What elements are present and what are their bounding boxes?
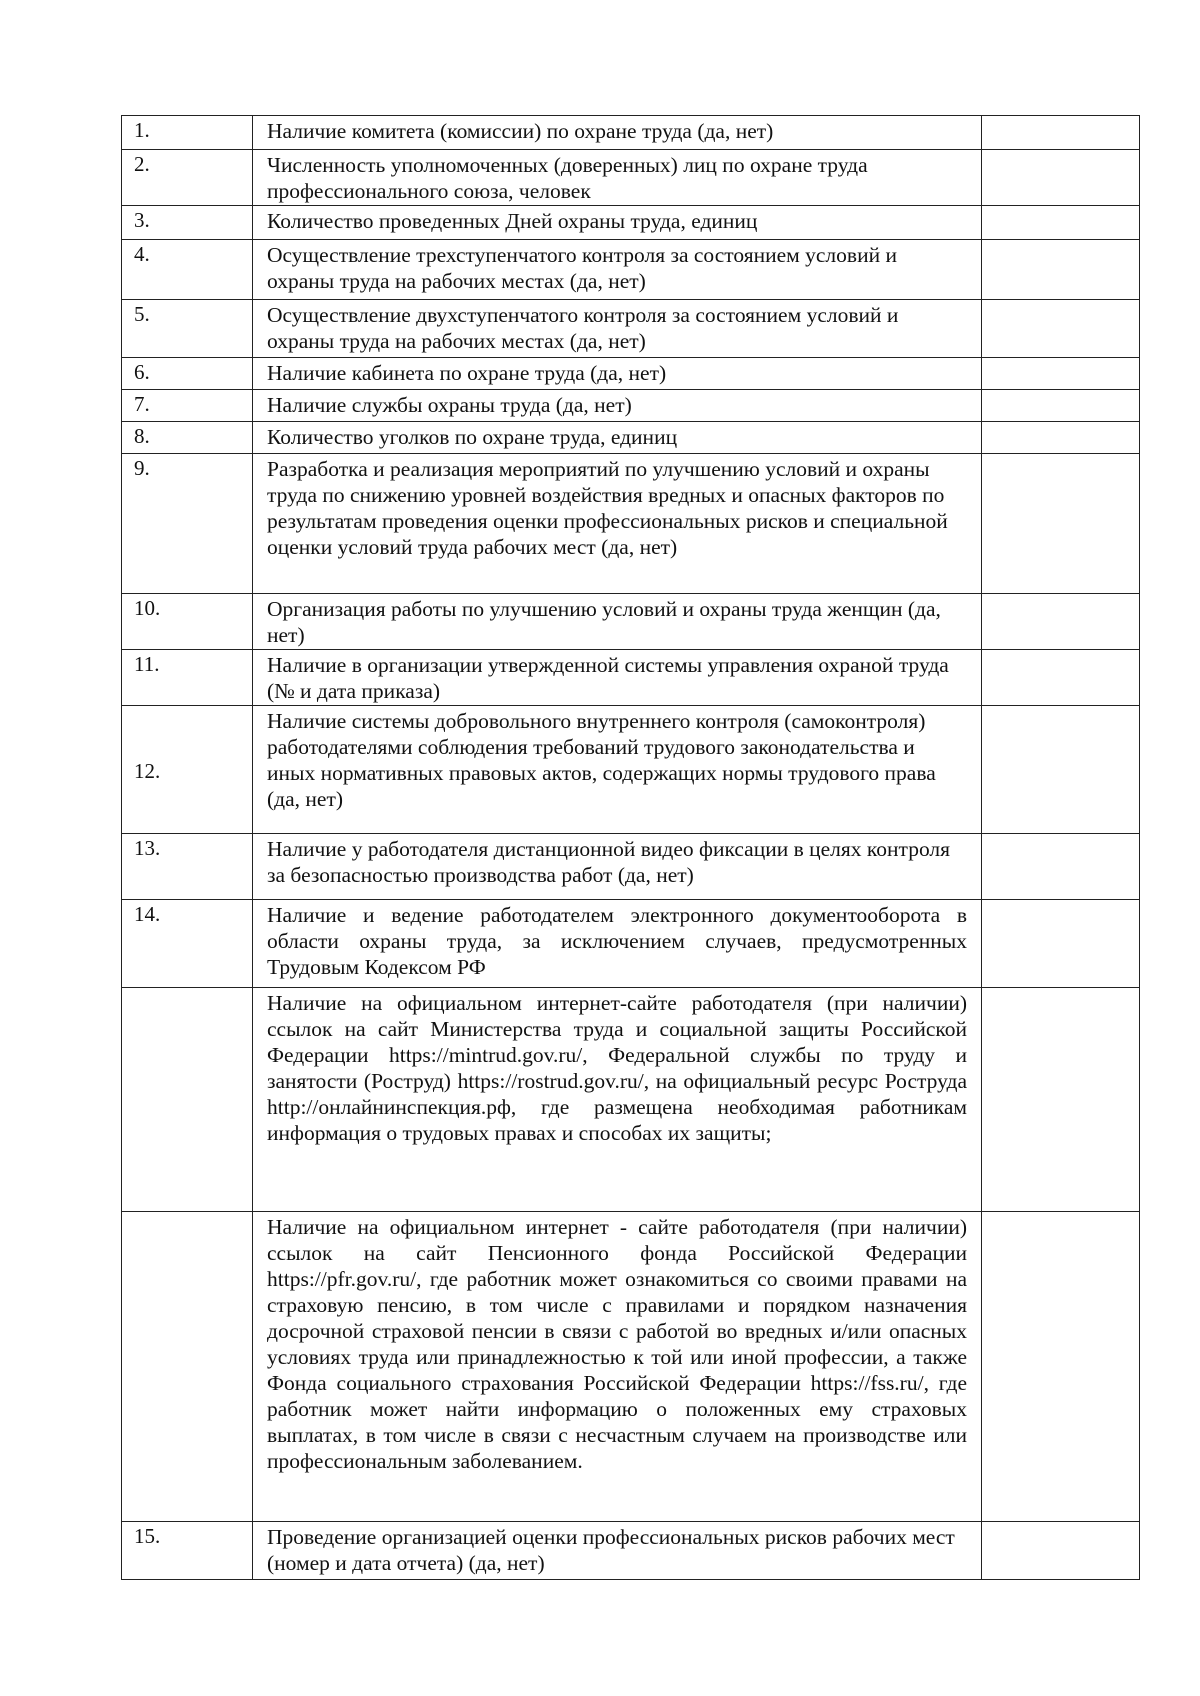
row-number: 5. xyxy=(122,300,253,358)
row-value-cell xyxy=(982,116,1140,150)
row-value-cell xyxy=(982,900,1140,988)
row-value-cell xyxy=(982,422,1140,454)
table-row xyxy=(122,1522,1140,1580)
table-row xyxy=(122,358,1140,390)
row-text: Проведение организацией оценки профессиональных рисков рабочих мест (номер и дата отчета) (да, нет) xyxy=(253,1522,982,1580)
row-number: 6. xyxy=(122,358,253,390)
table-row xyxy=(122,650,1140,706)
row-value-cell xyxy=(982,300,1140,358)
row-text: Наличие на официальном интернет - сайте работодателя (при наличии) ссылок на сайт Пенсионного фонда Российской Федерации https://pfr.gov.ru/, где работник может ознакомиться со своими правами на страховую пенсию, в том числе с правилами и порядком назначения досрочной страховой пенсии в связи с работой во вредных и/или опасных условиях труда или принадлежностью к той или иной профессии, а также Фонда социального страхования Российской Федерации https://fss.ru/, где работник может найти информацию о положенных ему страховых выплатах, в том числе в связи с несчастным случаем на производстве или профессиональным заболеванием. xyxy=(253,1212,982,1522)
row-number: 14. xyxy=(122,900,253,988)
table-row xyxy=(122,706,1140,834)
row-text: Наличие системы добровольного внутреннего контроля (самоконтроля) работодателями соблюдения требований трудового законодательства и иных нормативных правовых актов, содержащих нормы трудового права (да, нет) xyxy=(253,706,982,834)
row-value-cell xyxy=(982,206,1140,240)
row-value-cell xyxy=(982,1212,1140,1522)
table-row xyxy=(122,834,1140,900)
row-text: Осуществление двухступенчатого контроля за состоянием условий и охраны труда на рабочих местах (да, нет) xyxy=(253,300,982,358)
row-text: Наличие службы охраны труда (да, нет) xyxy=(253,390,982,422)
table-row xyxy=(122,988,1140,1212)
row-value-cell xyxy=(982,240,1140,300)
row-number xyxy=(122,1212,253,1522)
row-value-cell xyxy=(982,454,1140,594)
row-value-cell xyxy=(982,988,1140,1212)
occupational-safety-table-wrapper xyxy=(121,115,1096,1580)
row-number: 11. xyxy=(122,650,253,706)
row-value-cell xyxy=(982,834,1140,900)
table-row xyxy=(122,150,1140,206)
row-value-cell xyxy=(982,706,1140,834)
row-number: 7. xyxy=(122,390,253,422)
table-row xyxy=(122,390,1140,422)
table-row xyxy=(122,594,1140,650)
occupational-safety-table xyxy=(121,115,1140,1580)
row-value-cell xyxy=(982,594,1140,650)
row-text: Разработка и реализация мероприятий по улучшению условий и охраны труда по снижению уровней воздействия вредных и опасных факторов по результатам проведения оценки профессиональных рисков и специальной оценки условий труда рабочих мест (да, нет) xyxy=(253,454,982,594)
row-number: 9. xyxy=(122,454,253,594)
row-text: Осуществление трехступенчатого контроля за состоянием условий и охраны труда на рабочих местах (да, нет) xyxy=(253,240,982,300)
row-text: Наличие и ведение работодателем электронного документооборота в области охраны труда, за исключением случаев, предусмотренных Трудовым Кодексом РФ xyxy=(253,900,982,988)
row-number: 2. xyxy=(122,150,253,206)
row-text: Наличие у работодателя дистанционной видео фиксации в целях контроля за безопасностью производства работ (да, нет) xyxy=(253,834,982,900)
row-number: 12. xyxy=(122,706,253,834)
row-number: 13. xyxy=(122,834,253,900)
row-text: Наличие кабинета по охране труда (да, нет) xyxy=(253,358,982,390)
table-row xyxy=(122,300,1140,358)
row-value-cell xyxy=(982,358,1140,390)
row-value-cell xyxy=(982,1522,1140,1580)
table-row xyxy=(122,454,1140,594)
row-text: Наличие в организации утвержденной системы управления охраной труда (№ и дата приказа) xyxy=(253,650,982,706)
row-text: Количество проведенных Дней охраны труда, единиц xyxy=(253,206,982,240)
row-text: Наличие на официальном интернет-сайте работодателя (при наличии) ссылок на сайт Министерства труда и социальной защиты Российской Федерации https://mintrud.gov.ru/, Федеральной службы по труду и занятости (Роструд) https://rostrud.gov.ru/, на официальный ресурс Роструда http://онлайнинспекция.рф, где размещена необходимая работникам информация о трудовых правах и способах их защиты; xyxy=(253,988,982,1212)
table-row xyxy=(122,422,1140,454)
row-text: Количество уголков по охране труда, единиц xyxy=(253,422,982,454)
row-number: 15. xyxy=(122,1522,253,1580)
row-number xyxy=(122,988,253,1212)
table-row xyxy=(122,116,1140,150)
row-value-cell xyxy=(982,150,1140,206)
row-number: 8. xyxy=(122,422,253,454)
row-text: Наличие комитета (комиссии) по охране труда (да, нет) xyxy=(253,116,982,150)
table-row xyxy=(122,206,1140,240)
row-text: Организация работы по улучшению условий и охраны труда женщин (да, нет) xyxy=(253,594,982,650)
row-text: Численность уполномоченных (доверенных) лиц по охране труда профессионального союза, человек xyxy=(253,150,982,206)
row-value-cell xyxy=(982,390,1140,422)
table-row xyxy=(122,240,1140,300)
row-value-cell xyxy=(982,650,1140,706)
row-number: 3. xyxy=(122,206,253,240)
table-row xyxy=(122,900,1140,988)
row-number: 1. xyxy=(122,116,253,150)
row-number: 10. xyxy=(122,594,253,650)
table-row xyxy=(122,1212,1140,1522)
row-number: 4. xyxy=(122,240,253,300)
